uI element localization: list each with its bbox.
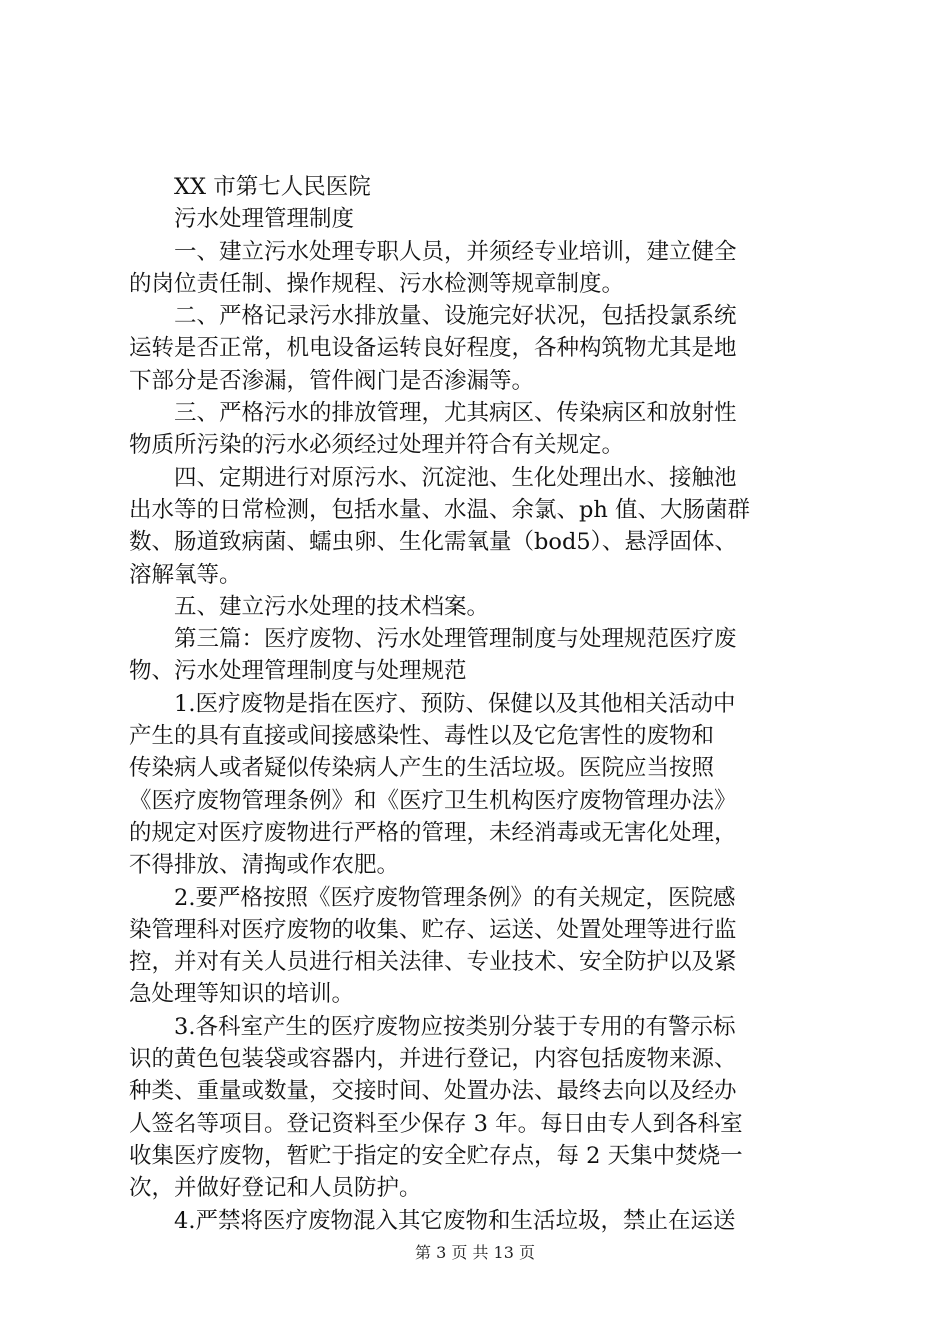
paragraph-line: 《医疗废物管理条例》和《医疗卫生机构医疗废物管理办法》 [129,787,737,814]
paragraph-line: 1.医疗废物是指在医疗、预防、保健以及其他相关活动中 [174,690,736,717]
paragraph-line: 运转是否正常，机电设备运转良好程度，各种构筑物尤其是地 [129,335,737,362]
paragraph-line: 一、建立污水处理专职人员，并须经专业培训，建立健全 [174,238,737,265]
chapter-heading: 第三篇：医疗废物、污水处理管理制度与处理规范医疗废 [174,626,737,653]
paragraph-line: 物质所污染的污水必须经过处理并符合有关规定。 [129,432,625,459]
paragraph-line: 溶解氧等。 [129,561,242,588]
chapter-heading: 物、污水处理管理制度与处理规范 [129,658,467,685]
paragraph-line: 染管理科对医疗废物的收集、贮存、运送、处置处理等进行监 [129,916,737,943]
document-body [129,171,833,1237]
paragraph-line: 出水等的日常检测，包括水量、水温、余氯、ph 值、大肠菌群 [129,496,751,523]
paragraph-line: 种类、重量或数量，交接时间、处置办法、最终去向以及经办 [129,1078,737,1105]
paragraph-line: 4.严禁将医疗废物混入其它废物和生活垃圾，禁止在运送 [174,1207,736,1234]
paragraph-line: 的岗位责任制、操作规程、污水检测等规章制度。 [129,270,625,297]
paragraph-line: 控，并对有关人员进行相关法律、专业技术、安全防护以及紧 [129,949,737,976]
paragraph-line: 四、定期进行对原污水、沉淀池、生化处理出水、接触池 [174,464,737,491]
paragraph-line: 的规定对医疗废物进行严格的管理，未经消毒或无害化处理， [129,819,737,846]
paragraph-line: 数、肠道致病菌、蠕虫卵、生化需氧量（bod5）、悬浮固体、 [129,529,737,556]
paragraph-line: 五、建立污水处理的技术档案。 [174,593,490,620]
paragraph-line: 下部分是否渗漏，管件阀门是否渗漏等。 [129,367,535,394]
paragraph-line: 急处理等知识的培训。 [129,981,355,1008]
paragraph-line: 三、严格污水的排放管理，尤其病区、传染病区和放射性 [174,400,737,427]
paragraph-line: 识的黄色包装袋或容器内，并进行登记，内容包括废物来源、 [129,1046,737,1073]
paragraph-line: 2.要严格按照《医疗废物管理条例》的有关规定，医院感 [174,884,736,911]
paragraph-line: 次，并做好登记和人员防护。 [129,1175,422,1202]
hospital-name: XX 市第七人民医院 [174,174,371,200]
paragraph-line: 3.各科室产生的医疗废物应按类别分装于专用的有警示标 [174,1013,736,1040]
paragraph-line: 产生的具有直接或间接感染性、毒性以及它危害性的废物和 [129,723,715,750]
paragraph-line: 不得排放、清掏或作农肥。 [129,852,400,879]
paragraph-line: 传染病人或者疑似传染病人产生的生活垃圾。医院应当按照 [129,755,715,782]
paragraph-line: 人签名等项目。登记资料至少保存 3 年。每日由专人到各科室 [129,1110,743,1137]
paragraph-line: 收集医疗废物，暂贮于指定的安全贮存点，每 2 天集中焚烧一 [129,1142,743,1169]
page-number-footer: 第 3 页 共 13 页 [415,1243,535,1262]
paragraph-line: 二、严格记录污水排放量、设施完好状况，包括投氯系统 [174,303,737,330]
section-title: 污水处理管理制度 [174,206,355,233]
